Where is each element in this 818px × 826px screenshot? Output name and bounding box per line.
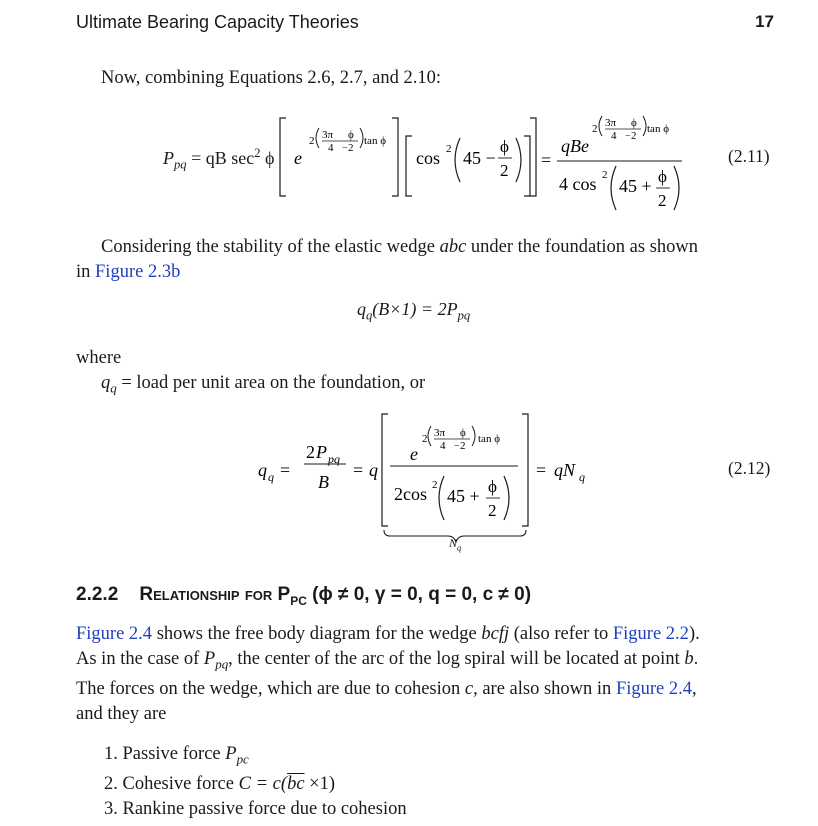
svg-text:=: =: [353, 460, 364, 480]
svg-text:ϕ: ϕ: [500, 137, 509, 156]
list-item-sub: pc: [236, 751, 249, 767]
page-number: 17: [755, 12, 774, 31]
eq-2-11-lhs: $P_{pq}$ = qB $\sec^2 \phi$: [163, 146, 275, 172]
svg-text:q: q: [268, 470, 274, 484]
list-item: [104, 742, 407, 772]
svg-text:cos: cos: [416, 148, 440, 168]
svg-text:qBe: qBe: [561, 136, 589, 156]
eq-2-11-P-sub: pq: [174, 157, 187, 172]
svg-text:2: 2: [631, 130, 637, 142]
svg-text:−: −: [454, 441, 460, 452]
force-list: [104, 742, 407, 822]
figure-2-2-link[interactable]: Figure 2.2: [612, 624, 689, 644]
svg-text:4 cos: 4 cos: [559, 174, 597, 194]
svg-text:45 −: 45 −: [463, 148, 496, 168]
section-conditions: (ϕ ≠ 0, γ = 0, q = 0, c ≠ 0): [306, 584, 532, 605]
section-number: 2.2.2: [76, 584, 119, 605]
underbrace-N: N: [449, 536, 458, 550]
eq-2-11-number: (2.11): [728, 146, 770, 166]
section-title: Relationship for P: [139, 584, 291, 605]
svg-text:2: 2: [309, 135, 315, 147]
eq-2-12-body: [250, 408, 590, 558]
svg-text:2: 2: [488, 501, 497, 520]
svg-text:q: q: [369, 460, 378, 480]
svg-text:2: 2: [422, 433, 428, 445]
body-l3-b: , are also shown in: [473, 678, 616, 699]
section-title-sub: PC: [290, 593, 307, 608]
svg-text:e: e: [410, 444, 418, 464]
svg-text:qN: qN: [554, 460, 576, 480]
svg-text:pq: pq: [328, 452, 340, 466]
list-item: [104, 797, 407, 822]
stability-text-a: Considering the stability of the elastic wedge: [101, 237, 440, 257]
intro-text: Now, combining Equations 2.6, 2.7, and 2.10:: [101, 68, 441, 88]
section-heading: [76, 584, 531, 608]
eq-2-11-P: P: [163, 148, 174, 168]
list-item-number: 1.: [104, 744, 118, 764]
list-item-text: Passive force: [122, 744, 226, 764]
svg-text:ϕ: ϕ: [488, 477, 497, 496]
svg-text:B: B: [318, 472, 329, 492]
figure-2-4-link-2[interactable]: Figure 2.4: [615, 678, 692, 699]
def-qq-sub: q: [110, 380, 117, 396]
eq-qq-rest-sub: pq: [457, 308, 471, 323]
body-l2-end: .: [693, 649, 699, 669]
svg-text:q: q: [579, 470, 585, 484]
svg-text:3π: 3π: [605, 117, 617, 129]
svg-text:ϕ: ϕ: [460, 427, 466, 439]
body-l3-end: ,: [692, 678, 697, 699]
eq-qq-rest: (B×1) = 2P: [372, 299, 458, 319]
svg-text:45 +: 45 +: [447, 486, 480, 506]
eq-2-11-body: [276, 108, 706, 212]
svg-text:tan ϕ: tan ϕ: [647, 123, 669, 135]
body-l1-text2: (also refer to: [509, 624, 613, 644]
svg-text:2: 2: [306, 442, 315, 462]
svg-text:2: 2: [658, 191, 667, 210]
body-line-3: [76, 677, 786, 702]
svg-text:4: 4: [611, 130, 617, 142]
body-l3-c: c: [464, 678, 474, 699]
svg-text:tan ϕ: tan ϕ: [364, 135, 386, 147]
underbrace-label: [449, 536, 461, 552]
svg-text:2: 2: [460, 440, 466, 452]
figure-2-4-link[interactable]: Figure 2.4: [76, 624, 153, 644]
svg-text:ϕ: ϕ: [658, 167, 667, 186]
svg-text:2: 2: [500, 161, 509, 180]
eq-2-11-rhs-prefix: = qB sec: [191, 148, 255, 168]
eq-qq-sub: q: [366, 308, 373, 323]
svg-text:2: 2: [446, 143, 452, 155]
eq-qq-q: q: [357, 299, 366, 319]
body-l2-b: , the center of the arc of the log spiral will be located at point: [228, 649, 685, 669]
svg-text:=: =: [536, 460, 547, 480]
body-line-2: [76, 647, 786, 677]
stability-text-b: under the foundation as shown: [466, 237, 699, 257]
def-qq-symbol: q: [101, 373, 111, 393]
svg-text:q: q: [258, 460, 267, 480]
body-l1-end: ).: [688, 624, 700, 644]
body-l2-a: As in the case of: [76, 649, 204, 669]
body-paragraph: [76, 622, 786, 727]
list-item-text: Cohesive force: [122, 773, 239, 794]
body-l2-point: b: [684, 649, 694, 669]
stability-line-2: [76, 260, 180, 285]
svg-text:2cos: 2cos: [394, 484, 427, 504]
svg-text:2: 2: [348, 142, 354, 154]
svg-text:3π: 3π: [322, 129, 334, 141]
list-item-overline: $\overline{bc}$: [287, 773, 305, 794]
svg-text:4: 4: [328, 142, 334, 154]
list-item-symbol: P: [225, 744, 237, 764]
body-wedge: bcfj: [481, 624, 510, 644]
svg-text:tan ϕ: tan ϕ: [478, 433, 500, 445]
where-label: where: [76, 348, 122, 368]
stability-prefix: in: [76, 262, 96, 282]
list-item: [104, 772, 407, 797]
svg-text:e: e: [294, 148, 302, 168]
svg-text:=: =: [541, 150, 552, 170]
body-l2-sub: pq: [215, 656, 229, 672]
body-line-1: [76, 622, 786, 647]
svg-text:2: 2: [592, 123, 598, 135]
running-header: Ultimate Bearing Capacity Theories: [76, 12, 359, 32]
svg-text:ϕ: ϕ: [348, 129, 354, 141]
qq-definition: [101, 371, 425, 401]
list-item-number: 2.: [104, 773, 118, 794]
list-item-tail: ×1): [304, 773, 336, 794]
svg-text:−: −: [625, 131, 631, 142]
list-item-rest: = c(: [250, 773, 288, 794]
svg-text:4: 4: [440, 440, 446, 452]
figure-2-3b-link[interactable]: Figure 2.3b: [95, 262, 181, 282]
svg-text:2: 2: [602, 169, 608, 181]
list-item-symbol: C: [238, 773, 251, 794]
underbrace-sub: q: [457, 543, 462, 553]
stability-wedge: abc: [439, 237, 467, 257]
body-line-4: and they are: [76, 703, 167, 724]
svg-text:−: −: [342, 143, 348, 154]
list-item-text: Rankine passive force due to cohesion: [122, 798, 407, 819]
svg-text:P: P: [316, 442, 327, 462]
body-l1-text: shows the free body diagram for the wedge: [152, 624, 482, 644]
svg-text:3π: 3π: [434, 427, 446, 439]
body-l3-a: The forces on the wedge, which are due to cohesion: [76, 678, 465, 699]
list-item-number: 3.: [104, 798, 118, 819]
svg-text:45 +: 45 +: [619, 176, 652, 196]
svg-text:=: =: [280, 460, 291, 480]
stability-line-1: [101, 235, 698, 260]
body-l2-P: P: [203, 649, 216, 669]
svg-text:ϕ: ϕ: [631, 117, 637, 129]
def-qq-text: = load per unit area on the foundation, or: [116, 373, 426, 393]
equation-qq-balance: [357, 299, 470, 324]
eq-2-12-number: (2.12): [728, 458, 771, 478]
svg-text:2: 2: [432, 479, 438, 491]
